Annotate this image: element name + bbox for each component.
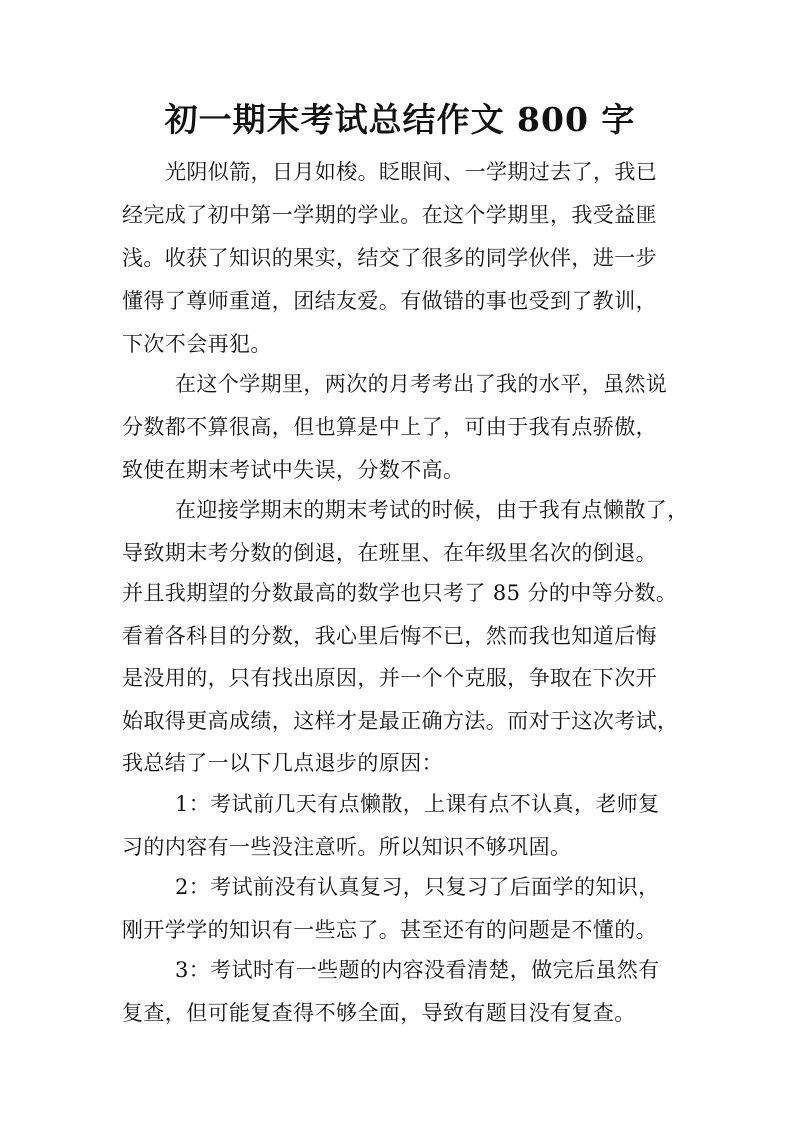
paragraph-line: 并且我期望的分数最高的数学也只考了 85 分的中等分数。	[122, 581, 678, 605]
paragraph-line: 经完成了初中第一学期的学业。在这个学期里，我受益匪	[122, 203, 657, 227]
paragraph-line: 在迎接学期末的期末考试的时候，由于我有点懒散了，	[175, 498, 689, 522]
paragraph-line: 始取得更高成绩，这样才是最正确方法。而对于这次考试，	[122, 709, 679, 733]
paragraph-line: 1：考试前几天有点懒散，上课有点不认真，老师复	[175, 792, 660, 816]
paragraph-line: 3：考试时有一些题的内容没看清楚，做完后虽然有	[175, 958, 660, 982]
paragraph-line: 懂得了尊师重道，团结友爱。有做错的事也受到了教训，	[122, 289, 657, 313]
paragraph-line: 2：考试前没有认真复习，只复习了后面学的知识，	[175, 875, 660, 899]
paragraph-line: 是没用的，只有找出原因，并一个个克服，争取在下次开	[122, 666, 657, 690]
paragraph-line: 刚开学学的知识有一些忘了。甚至还有的问题是不懂的。	[122, 918, 657, 942]
paragraph-line: 导致期末考分数的倒退，在班里、在年级里名次的倒退。	[122, 541, 657, 565]
paragraph-line: 习的内容有一些没注意听。所以知识不够巩固。	[122, 835, 572, 859]
paragraph-line: 浅。收获了知识的果实，结交了很多的同学伙伴，进一步	[122, 246, 657, 270]
paragraph-line: 致使在期末考试中失误，分数不高。	[122, 458, 465, 482]
paragraph-line: 下次不会再犯。	[122, 332, 272, 356]
paragraph-line: 复查，但可能复查得不够全面，导致有题目没有复查。	[122, 1001, 636, 1025]
document-title: 初一期末考试总结作文 800 字	[164, 100, 636, 139]
paragraph-line: 我总结了一以下几点退步的原因：	[122, 751, 443, 775]
paragraph-line: 在这个学期里，两次的月考考出了我的水平，虽然说	[175, 372, 668, 396]
paragraph-line: 看着各科目的分数，我心里后悔不已，然而我也知道后悔	[122, 624, 657, 648]
paragraph-line: 光阴似箭，日月如梭。眨眼间、一学期过去了，我已	[165, 160, 658, 184]
paragraph-line: 分数都不算很高，但也算是中上了，可由于我有点骄傲，	[122, 415, 657, 439]
